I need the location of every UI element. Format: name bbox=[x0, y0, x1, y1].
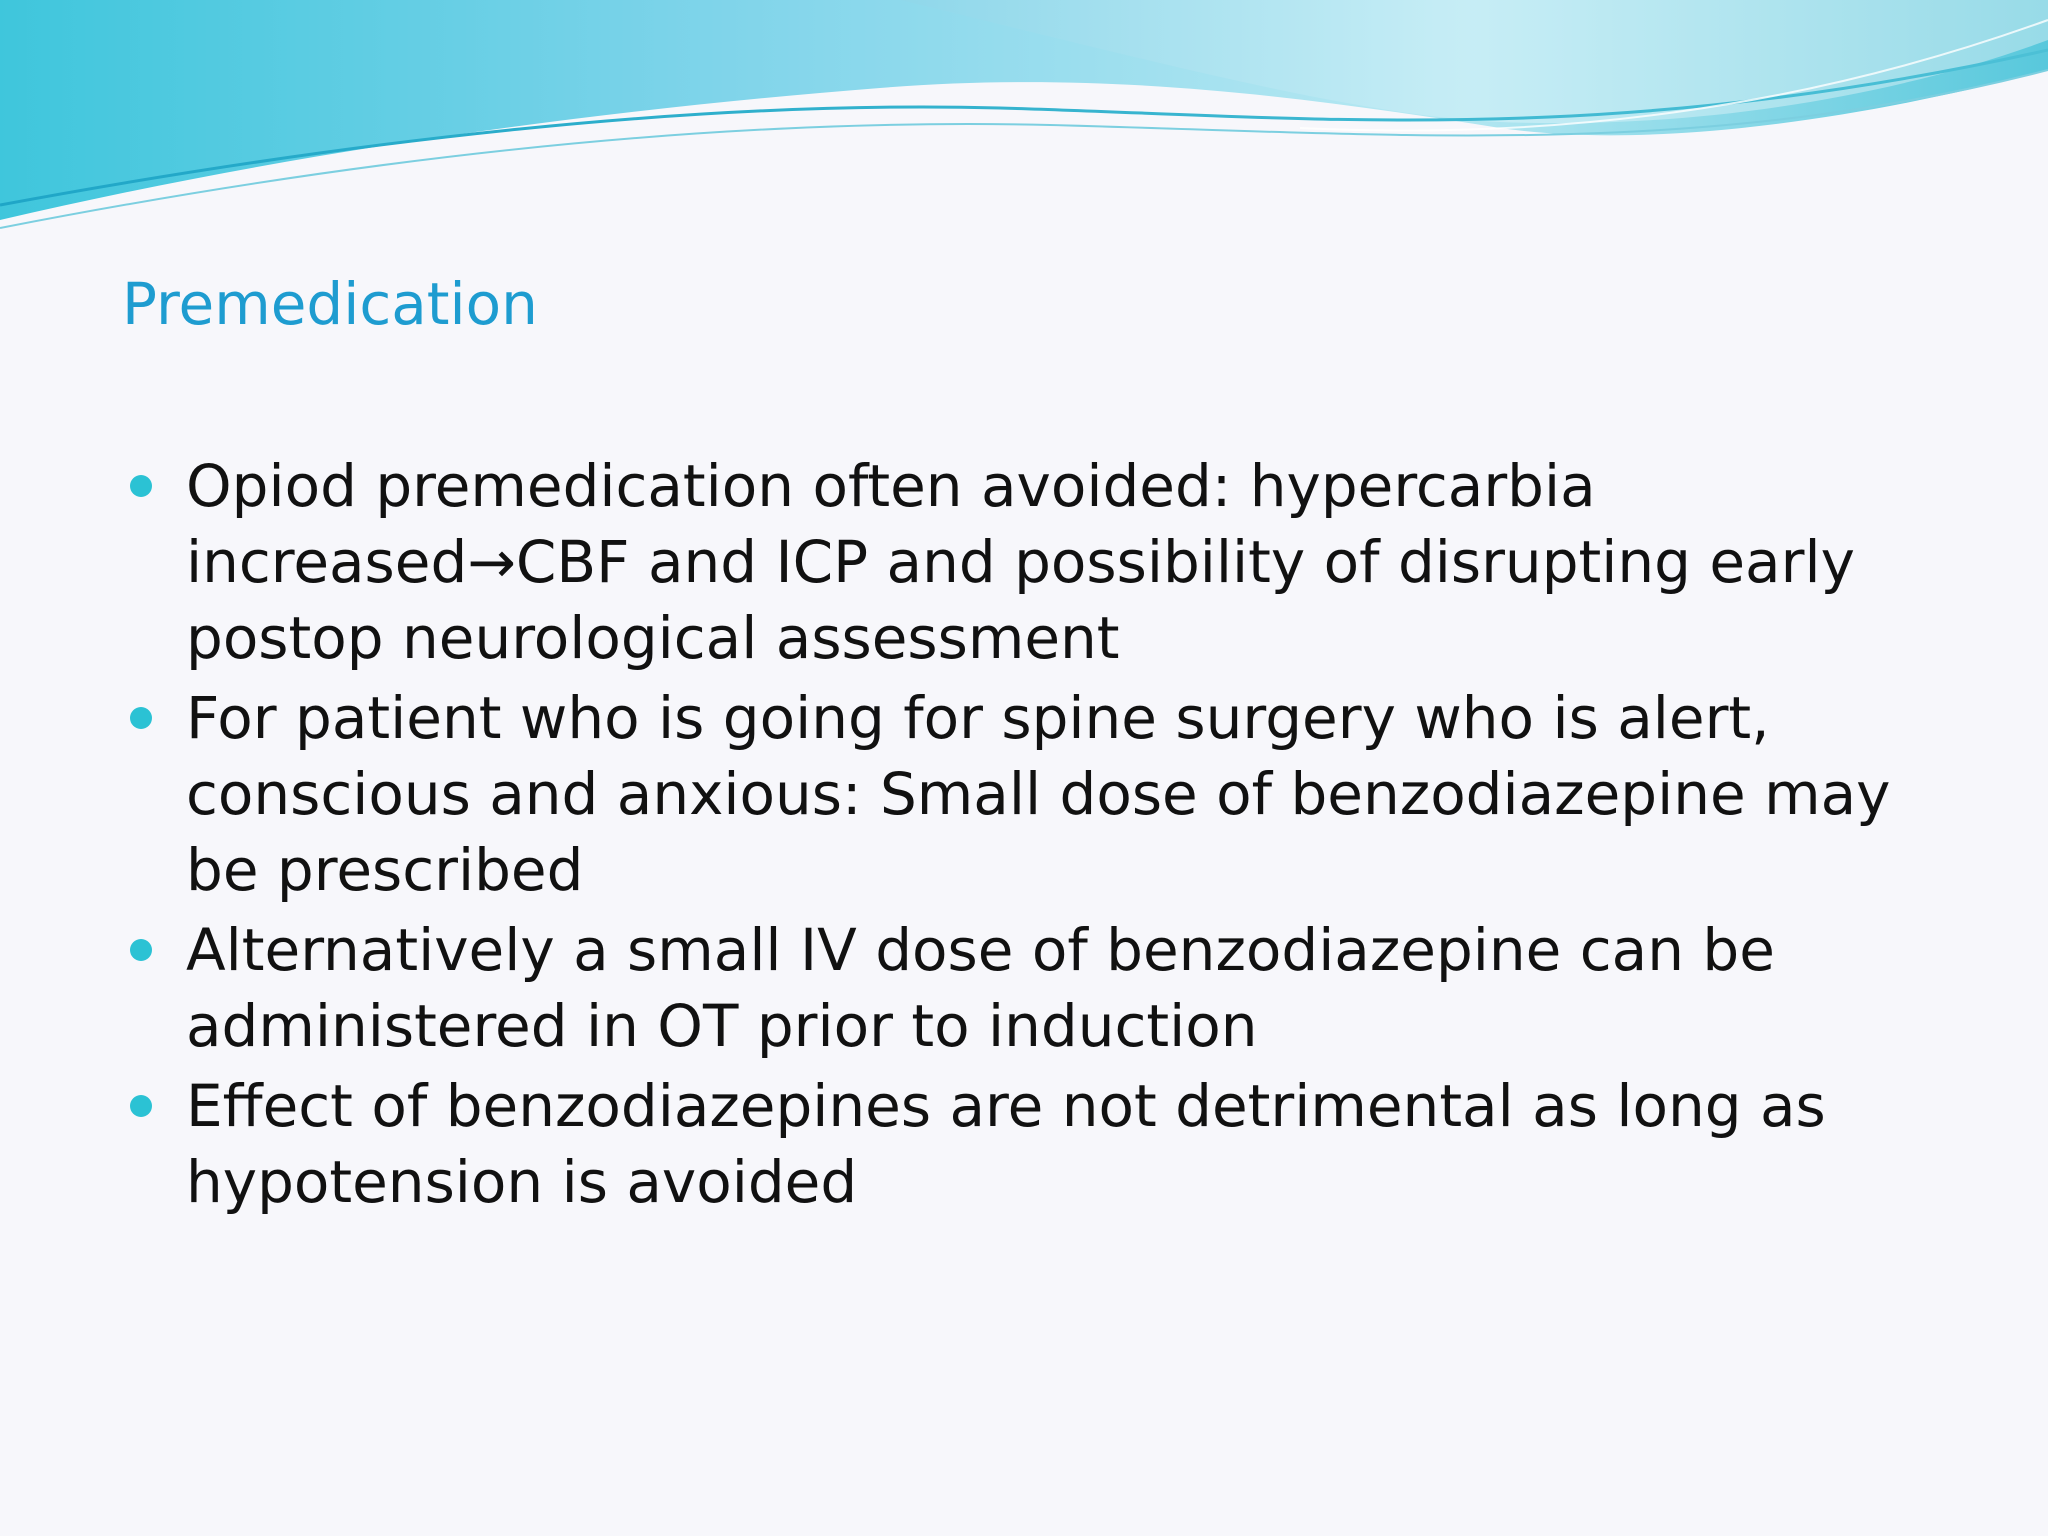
bullet-dot-icon bbox=[130, 707, 152, 729]
bullet-item bbox=[126, 1068, 1906, 1220]
header-wave-decoration bbox=[0, 0, 2048, 240]
bullet-text: Effect of benzodiazepines are not detrimental as long as hypotension is avoided bbox=[186, 1072, 1826, 1216]
bullet-dot-icon bbox=[130, 475, 152, 497]
bullet-item bbox=[126, 448, 1906, 676]
bullet-item bbox=[126, 680, 1906, 908]
bullet-list bbox=[126, 448, 1906, 1224]
bullet-text: For patient who is going for spine surgery who is alert, conscious and anxious: Small dose of benzodiazepine may be prescribed bbox=[186, 684, 1891, 904]
bullet-item bbox=[126, 912, 1906, 1064]
bullet-dot-icon bbox=[130, 939, 152, 961]
bullet-dot-icon bbox=[130, 1095, 152, 1117]
bullet-text: Opiod premedication often avoided: hypercarbia increased→CBF and ICP and possibility of disrupting early postop neurological assessment bbox=[186, 452, 1855, 672]
bullet-text: Alternatively a small IV dose of benzodiazepine can be administered in OT prior to induction bbox=[186, 916, 1775, 1060]
slide-title: Premedication bbox=[122, 270, 538, 338]
